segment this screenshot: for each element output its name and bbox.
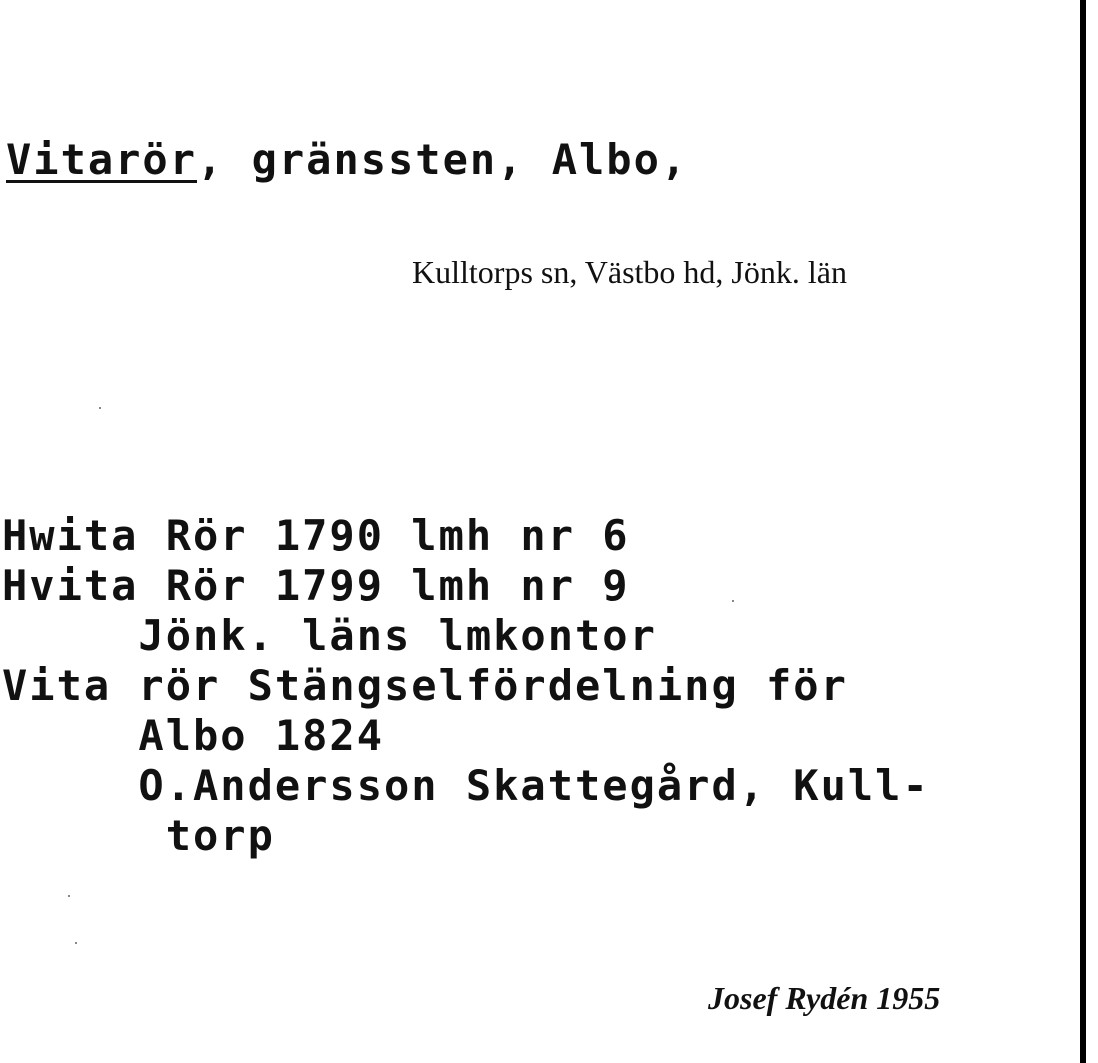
place-line: Kulltorps sn, Västbo hd, Jönk. län (412, 254, 847, 290)
source-line-4: Vita rör Stängselfördelning för (2, 661, 848, 710)
headword: Vitarör (6, 135, 198, 184)
source-line-1: Hwita Rör 1790 lmh nr 6 (2, 511, 630, 560)
source-line-6: O.Andersson Skattegård, Kull- (2, 761, 930, 810)
card-right-edge (1080, 0, 1086, 1063)
signature: Josef Rydén 1955 (708, 980, 941, 1016)
source-line-2: Hvita Rör 1799 lmh nr 9 (2, 561, 630, 610)
source-line-3: Jönk. läns lmkontor (2, 611, 657, 660)
scan-speck (68, 895, 70, 897)
scan-speck (732, 600, 734, 602)
heading-rest: , gränssten, Albo, (197, 135, 689, 184)
heading-line (6, 136, 688, 184)
scan-speck (75, 942, 77, 944)
source-line-5: Albo 1824 (2, 711, 385, 760)
source-line-7: torp (2, 811, 275, 860)
scan-speck (99, 407, 101, 409)
